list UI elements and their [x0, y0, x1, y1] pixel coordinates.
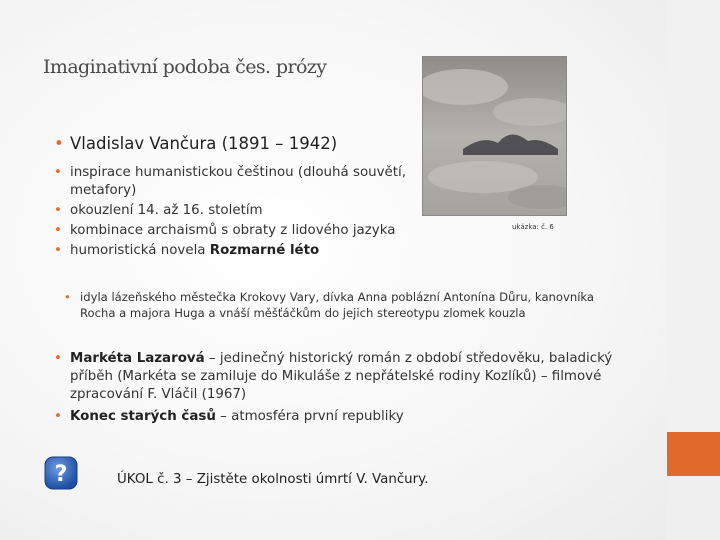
author-name: Vladislav Vančura: [70, 134, 217, 153]
photo-caption: ukázka: č. 6: [512, 223, 554, 231]
list-item: • inspirace humanistickou češtinou (dlouhá souvětí, metafory): [54, 164, 434, 200]
list-item: • Konec starých časů – atmosféra první republiky: [54, 408, 614, 426]
list-item: • kombinace archaismů s obraty z lidového jazyka: [54, 222, 434, 240]
task-text: ÚKOL č. 3 – Zjistěte okolnosti úmrtí V. Vančury.: [117, 472, 429, 487]
list-item: • humoristická novela Rozmarné léto: [54, 242, 434, 260]
slide-title: Imaginativní podoba čes. prózy: [43, 56, 327, 78]
author-heading: [54, 134, 337, 153]
characteristics-list: [54, 164, 434, 262]
list-item: • idyla lázeňského městečka Krokovy Vary, dívka Anna poblázní Antonína Důru, kanovníka Rocha a majora Huga a vnáší měšťáčkům do jejich stereotypu zlomek kouzla: [64, 289, 624, 321]
side-decoration-bottom: [667, 476, 720, 540]
list-item: • okouzlení 14. až 16. stoletím: [54, 202, 434, 220]
list-item: • Markéta Lazarová – jedinečný historický román z období středověku, baladický příběh (Markéta se zamiluje do Mikuláše z nepřátelské rodiny Kozlíků) – filmové zpracování F. Vláčil (1967): [54, 350, 614, 404]
side-accent-block: [667, 432, 720, 476]
work-title: Konec starých časů: [70, 409, 216, 424]
author-photo: [422, 56, 567, 216]
works-list: [54, 350, 614, 430]
work-title: Rozmarné léto: [209, 243, 320, 258]
svg-text:?: ?: [54, 462, 68, 487]
author-years: (1891 – 1942): [221, 134, 338, 153]
question-icon[interactable]: [44, 456, 78, 490]
side-decoration-bar: [667, 0, 720, 432]
work-title: Markéta Lazarová: [70, 351, 205, 366]
sub-list: [64, 289, 624, 321]
